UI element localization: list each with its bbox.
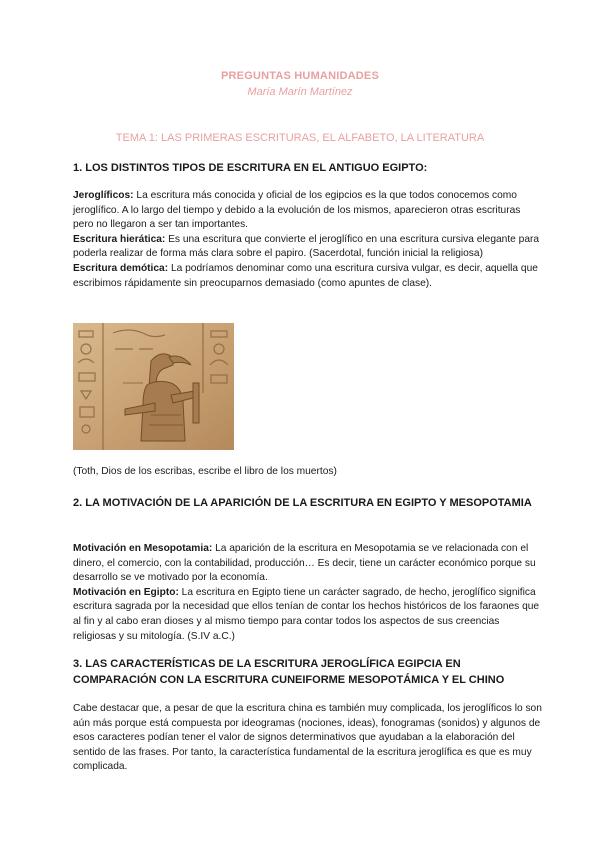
definition-mesopotamia	[73, 542, 543, 586]
definition-hieratica	[73, 233, 543, 262]
thoth-relief-image	[73, 323, 234, 450]
definition-text: Es una escritura que convierte el jeroglífico en una escritura cursiva elegante para poderla realizar de forma más clara sobre el papiro. (Sacerdotal, función inicial la religiosa)	[73, 233, 540, 260]
section-3-paragraph: Cabe destacar que, a pesar de que la escritura china es también muy complicada, los jeroglíficos lo son aún más porque está compuesta por ideogramas (nociones, ideas), fonogramas (sonidos) y algunos de esos caracteres podían tener el valor de signos determinativos que ayudaban a la elaboración del sentido de las frases. Por tanto, la característica fundamental de la escritura jeroglífica es que es muy complicada.	[73, 703, 542, 773]
definition-text: La escritura más conocida y oficial de los egipcios es la que todos conocemos como jeroglífico. A lo largo del tiempo y debido a la evolución de los mismos, aparecieron otras escrituras pero no llegaron a ser tan importantes.	[73, 190, 521, 231]
term: Jeroglíficos:	[73, 190, 134, 201]
term: Motivación en Mesopotamia:	[73, 543, 213, 554]
section-2-heading: 2. LA MOTIVACIÓN DE LA APARICIÓN DE LA ESCRITURA EN EGIPTO Y MESOPOTAMIA	[73, 497, 532, 509]
topic-heading: TEMA 1: LAS PRIMERAS ESCRITURAS, EL ALFABETO, LA LITERATURA	[115, 132, 485, 144]
section-1-body	[73, 189, 543, 291]
definition-jeroglificos	[73, 189, 543, 233]
definition-text: La podríamos denominar como una escritura cursiva vulgar, es decir, aquella que escribimos rápidamente sin preocuparnos demasiado (como apuntes de clase).	[73, 262, 538, 289]
term: Motivación en Egipto:	[73, 586, 179, 598]
document-author: María Marín Martínez	[247, 86, 353, 98]
definition-demotica	[73, 262, 543, 291]
definition-text: La escritura en Egipto tiene un carácter sagrado, de hecho, jeroglífico significa escritura sagrada por la necesidad que ellos tenían de contar los hechos históricos de los faraones que al fin y al cabo eran dioses y al mismo tiempo para contar todos los aspectos de sus creencias religiosas y su mitología. (S.IV a.C.)	[73, 586, 540, 642]
section-1-heading: 1. LOS DISTINTOS TIPOS DE ESCRITURA EN EL ANTIGUO EGIPTO:	[73, 162, 428, 174]
definition-egipto	[73, 586, 543, 644]
image-caption: (Toth, Dios de los escribas, escribe el libro de los muertos)	[73, 466, 337, 477]
section-3-heading: 3. LAS CARACTERÍSTICAS DE LA ESCRITURA JEROGLÍFICA EGIPCIA EN COMPARACIÓN CON LA ESCRITURA CUNEIFORME MESOPOTÁMICA Y EL CHINO	[73, 658, 505, 686]
section-2-body	[73, 542, 543, 644]
document-title: PREGUNTAS HUMANIDADES	[220, 70, 379, 82]
term: Escritura demótica:	[73, 262, 169, 274]
definition-text: La aparición de la escritura en Mesopotamia se ve relacionada con el dinero, el comercio, con la contabilidad, producción… Es decir, tiene un carácter económico porque su desarrollo se ve motivado por la economía.	[73, 543, 536, 584]
term: Escritura hierática:	[73, 233, 166, 245]
